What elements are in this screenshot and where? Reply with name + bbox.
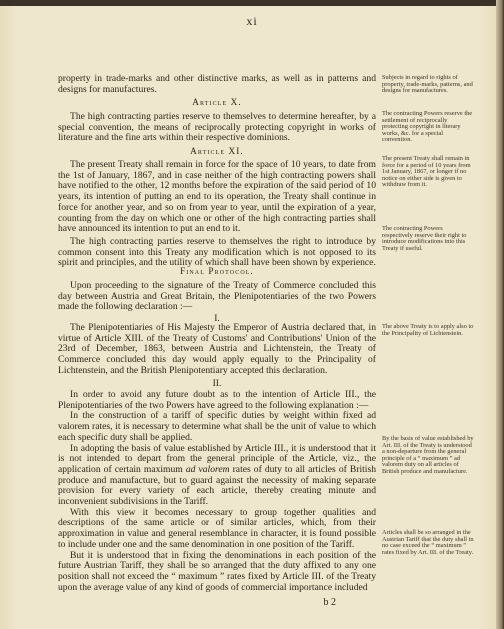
margin-note-tariff: Articles shall be so arranged in the Austrian Tariff that the duty shall in no case exceed the “ maximum ” rates fixed by Art. III. of the Treaty. — [382, 529, 474, 556]
final-protocol-intro: Upon proceeding to the signature of the Treaty of Commerce concluded this day between Austria and Great Britain, the Plenipotentiaries of the two Powers made the following declaration :— — [58, 280, 376, 313]
margin-note-modifications: The contracting Powers respectively reserve their right to introduce modifications into this Treaty if useful. — [382, 225, 467, 252]
margin-note-rights: Subjects in regard to rights of property, trade-marks, patterns, and designs for manufactures. — [382, 74, 473, 95]
section-i-text: The Plenipotentiaries of His Majesty the Emperor of Austria declared that, in virtue of Article XIII. of the Treaty of Customs' and Contributions' Union of the 23rd of December, 1863, between Austria and Lichtenstein, the Treaty of Commerce concluded this day would apply equally to the Principality of Lichtenstein, and the British Plenipotentiary accepted this declaration. — [58, 322, 376, 376]
section-ii-number: II. — [212, 378, 222, 389]
page-top-edge — [0, 0, 504, 6]
margin-note-lichtenstein: The above Treaty is to apply also to the Principality of Lichtenstein. — [382, 323, 474, 337]
printer-signature-mark: b 2 — [323, 597, 336, 608]
margin-note-copyright: The contracting Powers reserve the settlement of reciprocally protecting copyright in literary works, &c. for a special convention. — [382, 110, 473, 144]
final-protocol-heading: Final Protocol. — [180, 266, 254, 276]
margin-note-basis-of-value: By the basis of value established by Art. III. of the Treaty is understood a non-departure from the general principle of a “ maximum ” ad valorem duty on all articles of British produce and manufacture. — [382, 435, 474, 475]
margin-note-duration: The present Treaty shall remain in force for a period of 10 years from 1st January, 1867, or longer if no notice on either side is given to withdraw from it. — [382, 155, 471, 189]
section-ii-text: In order to avoid any future doubt as to the intention of Article III., the Plenipotentiaries of the two Powers have agreed to the following explanation :— In the construction of a tariff of specific duties by weight within fixed ad valorem rates, it is necessary to determine what shall be the unit of value to which each specific duty shall be applied. In adopting the basis of value established by Article III., it is understood that it is not intended to depart from the general principle of the Article, viz., the application of certain maximum ad valorem rates of duty to all articles of British produce and manufacture, but to guard against the necessity of making separate provision for every variety of each article, thereby creating minute and inconvenient subdivisions in the Tariff. With this view it becomes necessary to group together qualities and descriptions of the same article or of similar articles, which, from their approximation in value and general resemblance in character, it is found possible to include under one and the same denomination in one position of the Tariff. But it is understood that in fixing the denominations in each position of the future Austrian Tariff, they shall be so arranged that the duty affixed to any one position shall not exceed the “ maximum ” rates fixed by Article III. of the Treaty upon the average value of any kind of goods of commercial importance included — [58, 389, 376, 593]
article-xi-text: The present Treaty shall remain in force for the space of 10 years, to date from the 1st of January, 1867, and in case neither of the high contracting powers shall have notified to the other, 12 months before the expiration of the said period of 10 years, its intention of putting an end to its operation, the Treaty shall continue in force for another year, and so on from year to year, until the expiration of a year, counting from the day on which one or other of the high contracting parties shall have announced its intention to put an end to it. The high contracting parties reserve to themselves the right to introduce by common consent into this Treaty any modification which is not opposed to its spirit and principles, and the utility of which shall have been shown by experience. — [58, 159, 376, 269]
article-x-heading: Article X. — [192, 97, 242, 107]
page-right-edge — [496, 0, 504, 629]
article-x-text: The high contracting parties reserve to themselves to determine hereafter, by a special convention, the means of reciprocally protecting copyright in works of literature and the fine arts within their respective dominions. — [58, 111, 376, 144]
page-number: xi — [246, 14, 258, 28]
paragraph-continuation: property in trade-marks and other distinctive marks, as well as in patterns and designs for manufactures. — [58, 73, 376, 95]
section-i-number: I. — [214, 313, 220, 324]
section-ii-basis-paragraph: In adopting the basis of value established by Article III., it is understood that it is not intended to depart from the general principle of the Article, viz., the application of certain maximum ad valorem rates of duty to all articles of British produce and manufacture, but to guard against the necessity of making separate provision for every variety of each article, thereby creating minute and inconvenient subdivisions in the Tariff. — [58, 442, 376, 508]
article-xi-heading: Article XI. — [190, 146, 244, 156]
